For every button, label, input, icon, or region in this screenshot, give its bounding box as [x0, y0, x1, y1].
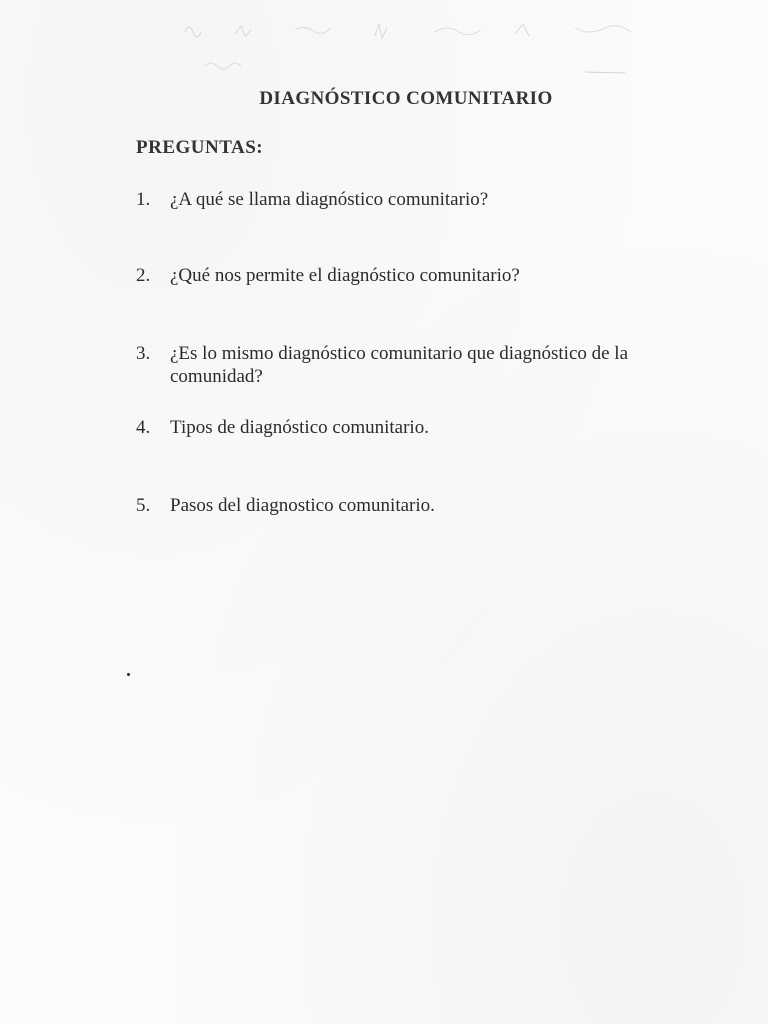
- scan-speck: [127, 673, 130, 676]
- question-item: [136, 188, 730, 211]
- bleed-through-marks: [175, 14, 715, 84]
- question-number: 4.: [136, 417, 151, 438]
- question-text: ¿Qué nos permite el diagnóstico comunitario?: [170, 265, 520, 286]
- question-number: 3.: [136, 343, 151, 364]
- question-item: [136, 264, 730, 287]
- question-text: Tipos de diagnóstico comunitario.: [170, 417, 429, 438]
- question-text: ¿A qué se llama diagnóstico comunitario?: [170, 189, 489, 210]
- question-number: 1.: [136, 189, 151, 210]
- page-title: DIAGNÓSTICO COMUNITARIO: [259, 88, 553, 109]
- question-item: [136, 494, 730, 517]
- question-text: ¿Es lo mismo diagnóstico comunitario que diagnóstico de la comunidad?: [170, 343, 629, 387]
- section-label: PREGUNTAS:: [136, 137, 264, 158]
- question-number: 5.: [136, 495, 151, 516]
- question-text: Pasos del diagnostico comunitario.: [170, 495, 435, 516]
- question-number: 2.: [136, 265, 151, 286]
- question-item: [136, 416, 730, 439]
- question-item: [136, 342, 675, 388]
